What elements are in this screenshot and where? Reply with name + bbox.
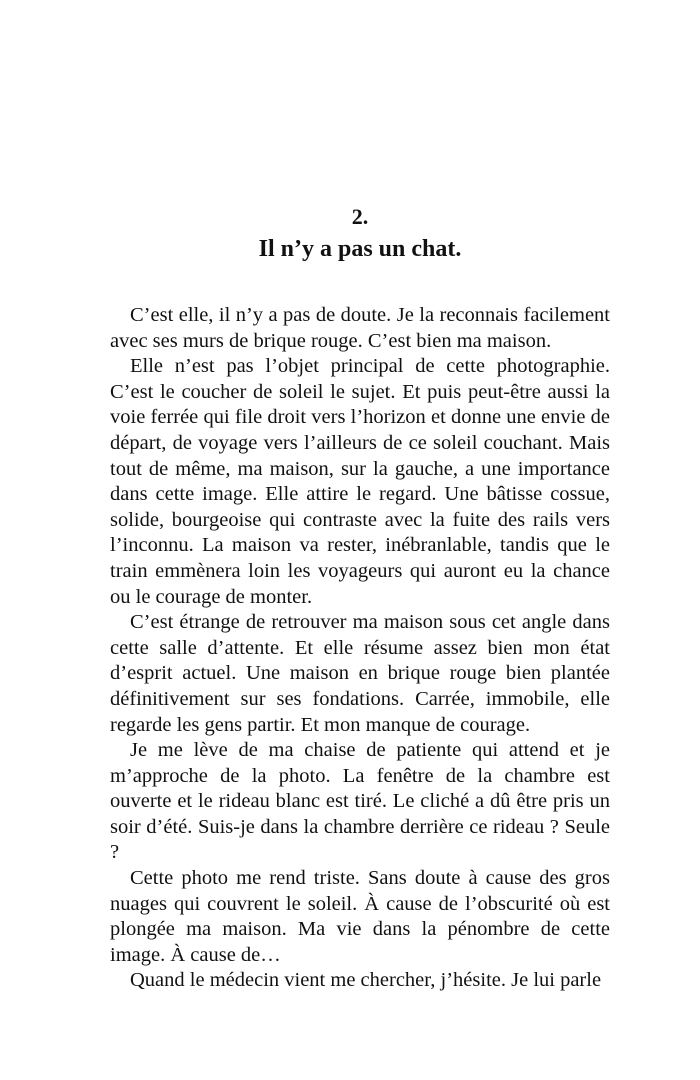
- paragraph: C’est elle, il n’y a pas de doute. Je la reconnais facilement avec ses murs de brique rouge. C’est bien ma maison.: [110, 304, 610, 352]
- chapter-title: Il n’y a pas un chat.: [258, 236, 462, 262]
- paragraph: Elle n’est pas l’objet principal de cette photographie. C’est le coucher de soleil le sujet. Et puis peut-être aussi la voie ferrée qui file droit vers l’horizon et donne une envie de départ, de voyage vers l’ailleurs de ce soleil couchant. Mais tout de même, ma maison, sur la gauche, a une importance dans cette image. Elle attire le regard. Une bâtisse cossue, solide, bourgeoise qui contraste avec la fuite des rails vers l’inconnu. La maison va rester, inébranlable, tandis que le train emmènera loin les voyageurs qui auront eu la chance ou le courage de monter.: [110, 355, 610, 608]
- paragraph: Je me lève de ma chaise de patiente qui attend et je m’approche de la photo. La fenêtre de la chambre est ouverte et le rideau blanc est tiré. Le cliché a dû être pris un soir d’été. Suis-je dans la chambre derrière ce rideau ? Seule ?: [110, 739, 610, 864]
- paragraph: C’est étrange de retrouver ma maison sous cet angle dans cette salle d’attente. Et elle résume assez bien mon état d’esprit actuel. Une maison en brique rouge bien plantée définitivement sur ses fondations. Carrée, immobile, elle regarde les gens partir. Et mon manque de courage.: [110, 611, 610, 736]
- paragraph: Cette photo me rend triste. Sans doute à cause des gros nuages qui couvrent le soleil. À cause de l’obscurité où est plongée ma maison. Ma vie dans la pénombre de cette image. À cause de…: [110, 867, 610, 966]
- paragraph: Quand le médecin vient me chercher, j’hésite. Je lui parle: [130, 969, 602, 992]
- chapter-number: 2.: [351, 204, 369, 229]
- chapter-body: [110, 303, 610, 994]
